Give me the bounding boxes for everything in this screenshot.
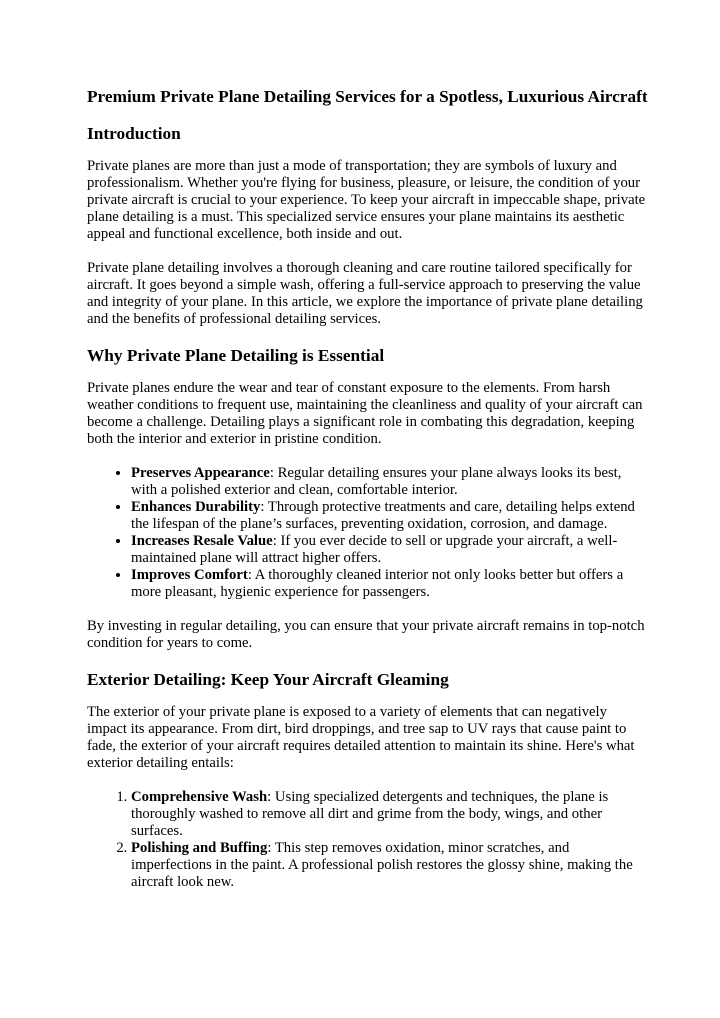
why-detailing-heading: Why Private Plane Detailing is Essential xyxy=(87,346,385,365)
step-term: Polishing and Buffing xyxy=(131,840,268,856)
step-text: : This step removes oxidation, minor scratches, and imperfections in the paint. A professional polish restores the glossy shine, making the aircraft look new. xyxy=(131,840,633,890)
why-paragraph-2: By investing in regular detailing, you can ensure that your private aircraft remains in top-notch condition for years to come. xyxy=(87,618,645,651)
intro-paragraph-1: Private planes are more than just a mode of transportation; they are symbols of luxury and professionalism. Whether you're flying for business, pleasure, or leisure, the condition of your private aircraft is crucial to your experience. To keep your aircraft in impeccable shape, private plane detailing is a must. This specialized service ensures your plane maintains its aesthetic appeal and functional excellence, both inside and out. xyxy=(87,158,646,242)
step-term: Comprehensive Wash xyxy=(131,789,268,805)
list-item xyxy=(131,533,650,567)
list-item xyxy=(131,789,650,840)
intro-paragraph-2: Private plane detailing involves a thorough cleaning and care routine tailored specifically for aircraft. It goes beyond a simple wash, offering a full-service approach to preserving the value and integrity of your plane. In this article, we explore the importance of private plane detailing and the benefits of professional detailing services. xyxy=(87,260,643,327)
exterior-detailing-heading: Exterior Detailing: Keep Your Aircraft Gleaming xyxy=(87,670,449,689)
benefit-term: Enhances Durability xyxy=(131,499,261,515)
why-paragraph-1: Private planes endure the wear and tear of constant exposure to the elements. From harsh weather conditions to frequent use, maintaining the cleanliness and quality of your aircraft can become a challenge. Detailing plays a significant role in combating this degradation, keeping both the interior and exterior in pristine condition. xyxy=(87,380,643,447)
benefits-list xyxy=(87,465,650,601)
benefit-text: : Through protective treatments and care, detailing helps extend the lifespan of the plane’s surfaces, preventing oxidation, corrosion, and damage. xyxy=(131,499,635,532)
benefit-term: Improves Comfort xyxy=(131,567,248,583)
benefit-text: : Regular detailing ensures your plane always looks its best, with a polished exterior and clean, comfortable interior. xyxy=(131,465,622,498)
exterior-steps-list xyxy=(87,789,650,891)
list-item xyxy=(131,840,650,891)
exterior-paragraph-1: The exterior of your private plane is exposed to a variety of elements that can negatively impact its appearance. From dirt, bird droppings, and tree sap to UV rays that cause paint to fade, the exterior of your aircraft requires detailed attention to maintain its shine. Here's what exterior detailing entails: xyxy=(87,704,635,771)
benefit-text: : If you ever decide to sell or upgrade your aircraft, a well-maintained plane will attract higher offers. xyxy=(131,533,618,566)
step-text: : Using specialized detergents and techniques, the plane is thoroughly washed to remove all dirt and grime from the body, wings, and other surfaces. xyxy=(131,789,609,839)
benefit-term: Preserves Appearance xyxy=(131,465,270,481)
document-title: Premium Private Plane Detailing Services for a Spotless, Luxurious Aircraft xyxy=(87,87,648,106)
benefit-term: Increases Resale Value xyxy=(131,533,273,549)
benefit-text: : A thoroughly cleaned interior not only looks better but offers a more pleasant, hygienic experience for passengers. xyxy=(131,567,624,600)
list-item xyxy=(131,465,650,499)
introduction-heading: Introduction xyxy=(87,124,181,143)
list-item xyxy=(131,499,650,533)
list-item xyxy=(131,567,650,601)
